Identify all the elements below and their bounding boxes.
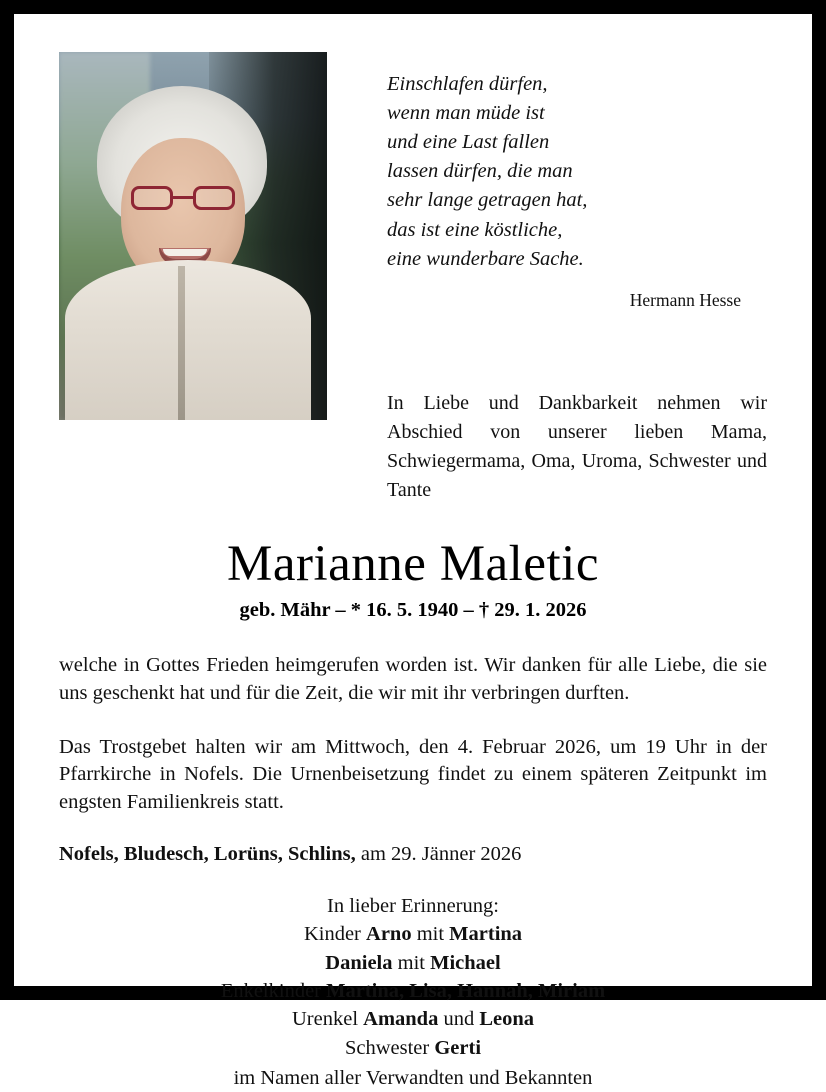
family-names-2: Michael — [430, 951, 501, 974]
verse-line: lassen dürfen, die man — [387, 160, 573, 183]
portrait-photo-container — [59, 52, 327, 420]
verse-line: wenn man müde ist — [387, 102, 545, 125]
family-line-great-grandchildren — [59, 1005, 767, 1033]
portrait-photo — [59, 52, 327, 420]
family-names: Daniela — [325, 951, 393, 974]
family-names: Arno — [366, 923, 412, 946]
places-names: Nofels, Bludesch, Lorüns, Schlins, — [59, 843, 356, 866]
family-prefix: Enkelkinder — [220, 979, 327, 1002]
family-names: Martina, Lisa, Hannah, Miriam — [326, 979, 606, 1002]
photo-jacket — [65, 260, 311, 420]
family-prefix: Urenkel — [291, 1008, 364, 1031]
family-middle: mit — [392, 951, 431, 974]
family-names-2: Martina — [449, 923, 523, 946]
family-middle: und — [438, 1008, 480, 1031]
photo-glasses-bridge — [173, 196, 193, 199]
header-section — [59, 52, 767, 505]
deceased-name: Marianne Maletic — [227, 535, 599, 592]
places-date: am 29. Jänner 2026 — [355, 843, 522, 866]
family-block — [59, 892, 767, 1092]
verse-line: Einschlafen dürfen, — [387, 73, 548, 95]
photo-glasses-right-lens — [193, 186, 235, 210]
verse-author: Hermann Hesse — [629, 289, 741, 310]
family-names: Amanda — [363, 1008, 439, 1031]
photo-glasses-left-lens — [131, 186, 173, 210]
family-line-sister — [59, 1034, 767, 1062]
verse-column — [327, 52, 767, 505]
verse-line: das ist eine köstliche, — [387, 218, 563, 241]
family-names-2: Leona — [479, 1008, 535, 1031]
paragraph-thanks: welche in Gottes Frieden heimgerufen worden ist. Wir danken für alle Liebe, die sie uns geschenkt hat und für die Zeit, die wir mit ihr verbringen durften. — [59, 653, 767, 704]
family-prefix: Schwester — [344, 1036, 435, 1059]
family-heading: In lieber Erinnerung: — [327, 895, 499, 918]
verse-line: eine wunderbare Sache. — [387, 247, 584, 270]
family-line-grandchildren — [59, 977, 767, 1005]
family-line-children-1 — [59, 920, 767, 948]
family-prefix: Kinder — [303, 923, 367, 946]
family-line-children-2 — [59, 949, 767, 977]
family-names: Gerti — [434, 1036, 482, 1059]
photo-glasses — [131, 186, 235, 212]
photo-teeth — [163, 249, 207, 256]
obituary-page — [14, 14, 812, 1089]
places-and-date — [59, 843, 767, 866]
verse-line: und eine Last fallen — [387, 131, 550, 154]
paragraph-service: Das Trostgebet halten wir am Mittwoch, den 4. Februar 2026, um 19 Uhr in der Pfarrkirche in Nofels. Die Urnenbeisetzung findet zu einem späteren Zeitpunkt im engsten Familienkreis statt. — [59, 735, 767, 814]
family-closing: im Namen aller Verwandten und Bekannten — [233, 1066, 593, 1089]
verse-text — [387, 70, 767, 274]
deceased-dates: geb. Mähr – * 16. 5. 1940 – † 29. 1. 2026 — [239, 598, 587, 621]
intro-text: In Liebe und Dankbarkeit nehmen wir Abschied von unserer lieben Mama, Schwiegermama, Oma, Uroma, Schwester und Tante — [387, 391, 767, 501]
family-middle: mit — [411, 923, 450, 946]
verse-line: sehr lange getragen hat, — [387, 189, 588, 212]
